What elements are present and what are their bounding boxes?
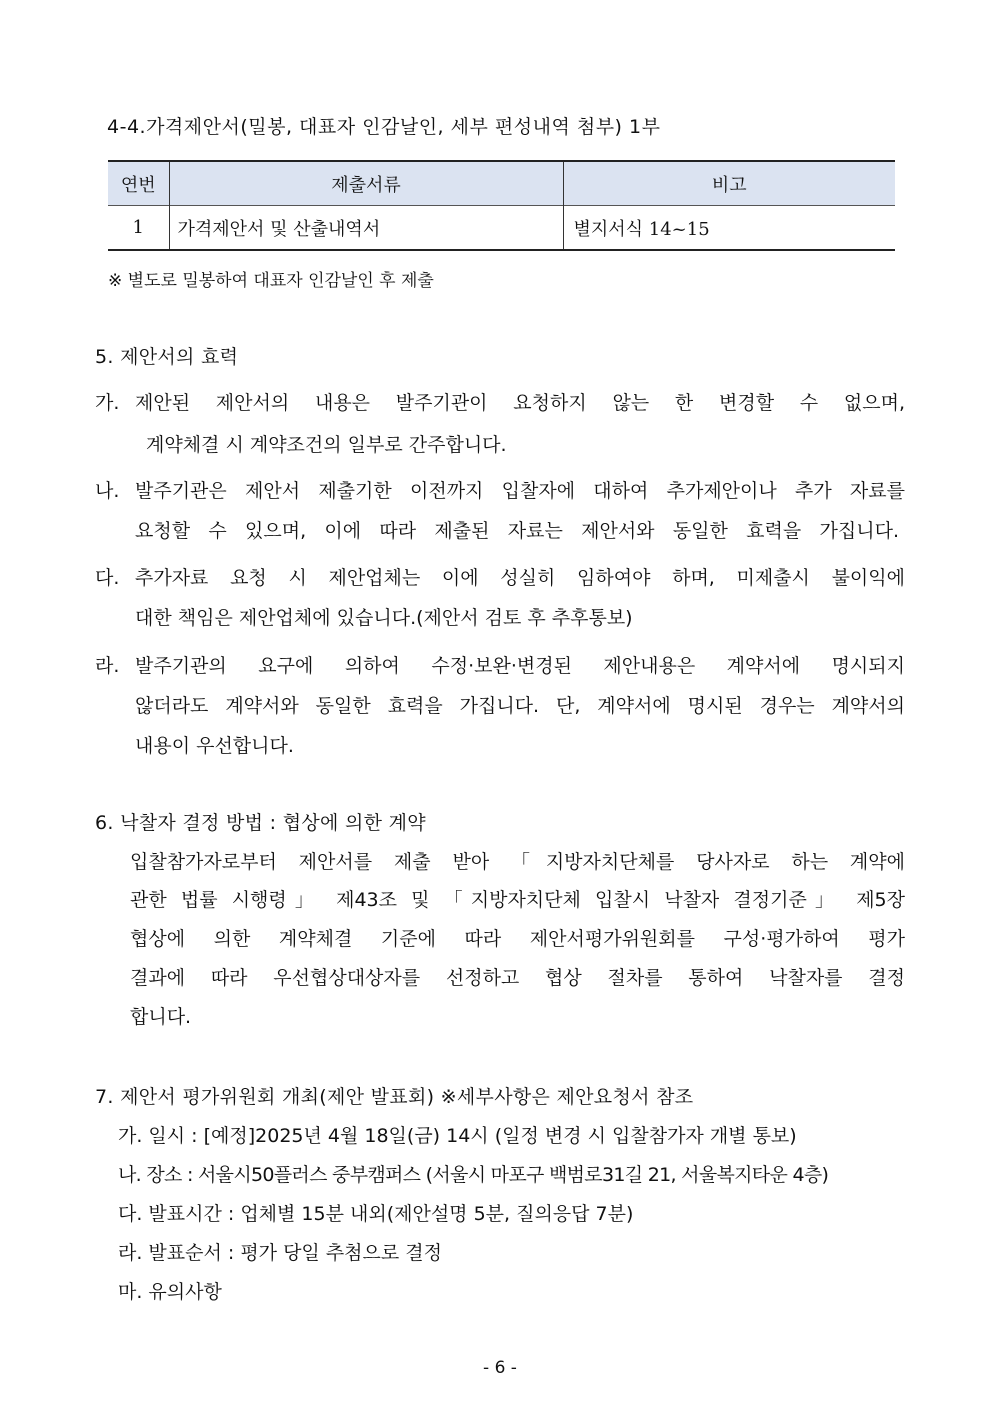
header-serial: 연번 (120, 174, 156, 196)
item-line: 추가자료 요청 시 제안업체는 이에 성실히 임하여야 하며, 미제출시 불이익에 (135, 567, 905, 589)
item-line: 않더라도 계약서와 동일한 효력을 가집니다. 단, 계약서에 명시된 경우는 계약서의 (135, 695, 905, 717)
item-line: 내용이 우선합니다. (135, 735, 294, 757)
header-remarks: 비고 (563, 161, 895, 206)
paragraph-line: 협상에 의한 계약체결 기준에 따라 제안서평가위원회를 구성·평가하여 평가 (130, 928, 905, 950)
item-line: 요청할 수 있으며, 이에 따라 제출된 자료는 제안서와 동일한 효력을 가집니다. (135, 520, 899, 542)
paragraph-line: 입찰참가자로부터 제안서를 제출 받아 「지방자치단체를 당사자로 하는 계약에 (130, 851, 905, 873)
page-number: - 6 - (483, 1358, 517, 1378)
order-item: 라. 발표순서 : 평가 당일 추첨으로 결정 (118, 1242, 442, 1264)
item-line: 발주기관의 요구에 의하여 수정·보완·변경된 제안내용은 계약서에 명시되지 (135, 655, 905, 677)
section-6-title: 6. 낙찰자 결정 방법 : 협상에 의한 계약 (95, 812, 426, 834)
paragraph-line: 관한 법률 시행령」 제43조 및 「지방자치단체 입찰시 낙찰자 결정기준」 제5장 (130, 889, 905, 911)
paragraph-line: 결과에 따라 우선협상대상자를 선정하고 협상 절차를 통하여 낙찰자를 결정 (130, 967, 905, 989)
table-row (108, 206, 895, 251)
section-7-title: 7. 제안서 평가위원회 개최(제안 발표회) ※세부사항은 제안요청서 참조 (95, 1086, 694, 1108)
paragraph-line: 합니다. (130, 1006, 192, 1028)
header-documents: 제출서류 (169, 161, 563, 206)
item-line: 제안된 제안서의 내용은 발주기관이 요청하지 않는 한 변경할 수 없으며, (135, 392, 905, 414)
item-marker: 가. (95, 392, 120, 414)
section-5-title: 5. 제안서의 효력 (95, 346, 239, 368)
venue-item: 나. 장소 : 서울시50플러스 중부캠퍼스 (서울시 마포구 백범로31길 21, 서울복지타운 4층) (118, 1164, 829, 1186)
table-heading: 4-4.가격제안서(밀봉, 대표자 인감날인, 세부 편성내역 첨부) 1부 (107, 116, 661, 138)
item-line: 발주기관은 제안서 제출기한 이전까지 입찰자에 대하여 추가제안이나 추가 자료를 (135, 480, 905, 502)
notes-item: 마. 유의사항 (118, 1281, 222, 1303)
submission-table (108, 160, 895, 251)
cell-document: 가격제안서 및 산출내역서 (169, 206, 563, 251)
item-marker: 라. (95, 655, 120, 677)
footnote: ※ 별도로 밀봉하여 대표자 인감날인 후 제출 (108, 271, 434, 291)
item-line: 계약체결 시 계약조건의 일부로 간주합니다. (146, 434, 507, 456)
item-marker: 나. (95, 480, 120, 502)
table-header-row (108, 161, 895, 206)
item-marker: 다. (95, 567, 120, 589)
duration-item: 다. 발표시간 : 업체별 15분 내외(제안설명 5분, 질의응답 7분) (118, 1203, 634, 1225)
cell-remark: 별지서식 14~15 (563, 206, 895, 251)
item-line: 대한 책임은 제안업체에 있습니다.(제안서 검토 후 추후통보) (135, 607, 633, 629)
cell-serial: 1 (132, 217, 144, 238)
schedule-item: 가. 일시 : [예정]2025년 4월 18일(금) 14시 (일정 변경 시 입찰참가자 개별 통보) (118, 1125, 797, 1147)
